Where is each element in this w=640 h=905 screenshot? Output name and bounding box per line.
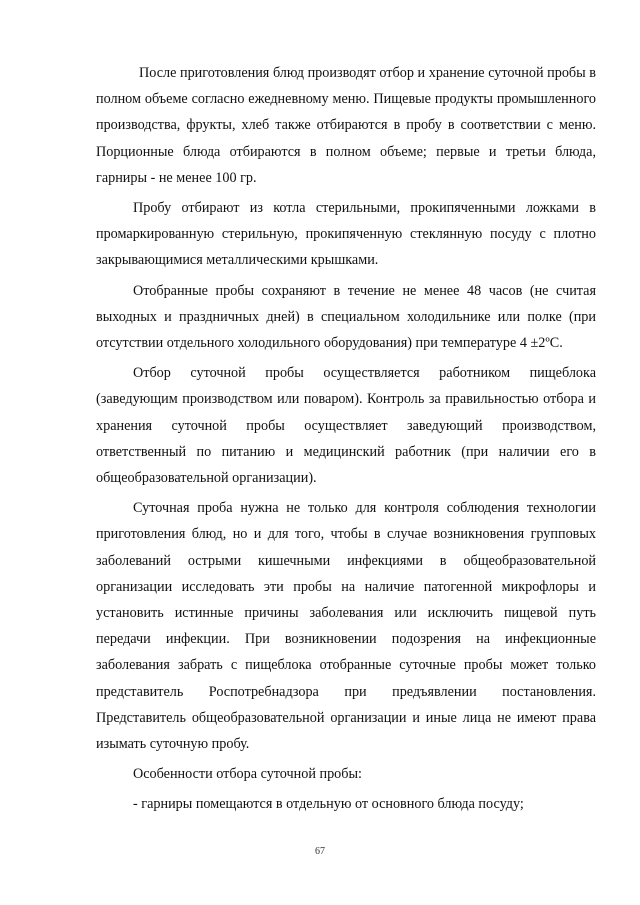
bullet-garnish: - гарниры помещаются в отдельную от основного блюда посуду; (133, 796, 524, 813)
paragraph-purpose: Суточная проба нужна не только для контроля соблюдения технологии приготовления блюд, но и для того, чтобы в случае возникновения групповых заболеваний острыми кишечными инфекциями в общеобразовательной организации исследовать эти пробы на наличие патогенной микрофлоры и установить истинные причины заболевания или исключить пищевой путь передачи инфекции. При возникновении подозрения на инфекционные заболевания забрать с пищеблока отобранные суточные пробы может только представитель Роспотребнадзора при предъявлении постановления. Представитель общеобразовательной организации и иные лица не имеют права изымать суточную пробу. (96, 500, 596, 753)
paragraph-features-heading: Особенности отбора суточной пробы: (133, 766, 362, 783)
paragraph-responsibility: Отбор суточной пробы осуществляется работником пищеблока (заведующим производством или поваром). Контроль за правильностью отбора и хранения суточной пробы осуществляет заведующий производством, ответственный по питанию и медицинский работник (при наличии его в общеобразовательной организации). (96, 365, 596, 487)
paragraph-storage: Отобранные пробы сохраняют в течение не менее 48 часов (не считая выходных и праздничных дней) в специальном холодильнике или полке (при отсутствии отдельного холодильного оборудования) при температуре 4 ±2ºС. (96, 282, 596, 352)
paragraph-sampling-method: Пробу отбирают из котла стерильными, прокипяченными ложками в промаркированную стерильную, прокипяченную стеклянную посуду с плотно закрывающимися металлическими крышками. (96, 200, 596, 269)
page-number: 67 (315, 846, 325, 857)
body-text (96, 60, 596, 822)
paragraph-sample-collection: После приготовления блюд производят отбор и хранение суточной пробы в полном объеме согласно ежедневному меню. Пищевые продукты промышленного производства, фрукты, хлеб также отбираются в пробу в соответствии с меню. Порционные блюда отбираются в полном объеме; первые и третьи блюда, гарниры - не менее 100 гр. (96, 65, 596, 186)
